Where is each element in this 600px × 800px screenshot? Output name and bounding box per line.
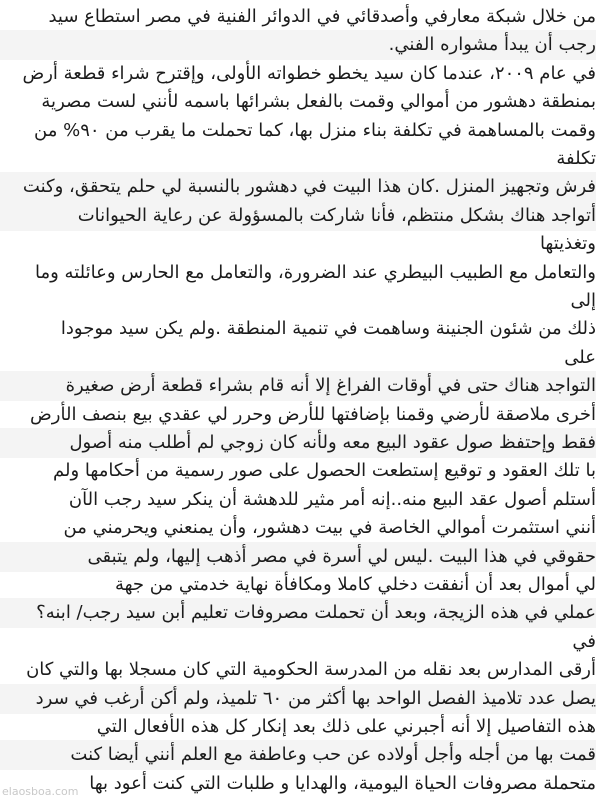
text-line: أستلم أصول عقد البيع منه..إنه أمر مثير للدهشة أن ينكر سيد رجب الآن [68, 488, 596, 510]
text-line: با تلك العقود و توقيع إستطعت الحصول على صور رسمية من أحكامها ولم [53, 460, 596, 482]
text-line: في عام ٢٠٠٩، عندما كان سيد يخطو خطواته الأولى، وإقترح شراء قطعة أرض [22, 62, 596, 84]
text-line: من خلال شبكة معارفي وأصدقائي في الدوائر الفنية في مصر استطاع سيد [48, 6, 596, 27]
text-line: وتغذيتها [539, 233, 596, 255]
text-line: إلى [570, 290, 596, 311]
text-line: أنني استثمرت أموالي الخاصة في بيت دهشور، وأن يمنعني ويحرمني من [63, 517, 596, 539]
text-line: فقط وإحتفظ صول عقود البيع معه ولأنه كان زوجي لم أطلب منه أصول [0, 428, 596, 458]
text-line: هذه التفاصيل إلا أنه أجبرني على ذلك بعد إنكار كل هذه الأفعال التي [96, 716, 596, 737]
text-line: قمت بها من أجله وأجل أولاده عن حب وعاطفة مع العلم أنني أيضا كنت [0, 740, 596, 770]
text-line: وقمت بالمساهمة في تكلفة بناء منزل بها، كما تحملت ما يقرب من ٩٠% من [34, 119, 596, 141]
text-line: في [572, 630, 596, 652]
text-line: لي أموال بعد أن أنفقت دخلي كاملا ومكافأة نهاية خدمتي من جهة [114, 574, 596, 595]
text-line: متحملة مصروفات الحياة اليومية، والهدايا و طلبات التي كنت أعود بها [89, 772, 596, 794]
text-line: يصل عدد تلاميذ الفصل الواحد بها أكثر من ٦٠ تلميذ، ولم أكن أرغب في سرد [0, 684, 596, 714]
text-line: والتعامل مع الطبيب البيطري عند الضرورة، والتعامل مع الحارس وعائلته وما [35, 261, 596, 283]
text-line: أتواجد هناك بشكل منتظم، فأنا شاركت بالمسؤولة عن رعاية الحيوانات [0, 201, 596, 231]
site-watermark: elaosboa.com [2, 785, 79, 798]
text-line: بمنطقة دهشور من أموالي وقمت بالفعل بشرائها باسمه لأنني لست مصرية [41, 91, 596, 113]
text-line: أخرى ملاصقة لأرضي وقمنا بإضافتها للأرض وحرر لي عقدي بيع بنصف الأرض [30, 403, 596, 425]
text-line: تكلفة [556, 148, 596, 169]
text-line: عملي في هذه الزيجة، وبعد أن تحملت مصروفات تعليم أبن سيد رجب/ ابنه؟ [0, 598, 596, 628]
text-line: رجب أن يبدأ مشواره الفني. [0, 30, 596, 60]
text-line: ذلك من شئون الجنينة وساهمت في تنمية المنطقة .ولم يكن سيد موجودا [60, 318, 596, 340]
text-line: فرش وتجهيز المنزل .كان هذا البيت في دهشور بالنسبة لي حلم يتحقق، وكنت [0, 172, 596, 202]
text-line: على [564, 346, 596, 368]
text-line: التواجد هناك حتى في أوقات الفراغ إلا أنه قام بشراء قطعة أرض صغيرة [0, 371, 596, 401]
text-line: حقوقي في هذا البيت .ليس لي أسرة في مصر أذهب إليها، ولم يتبقى [0, 542, 596, 572]
text-line: أرقى المدارس بعد نقله من المدرسة الحكومية التي كان مسجلا بها والتي كان [26, 659, 596, 681]
